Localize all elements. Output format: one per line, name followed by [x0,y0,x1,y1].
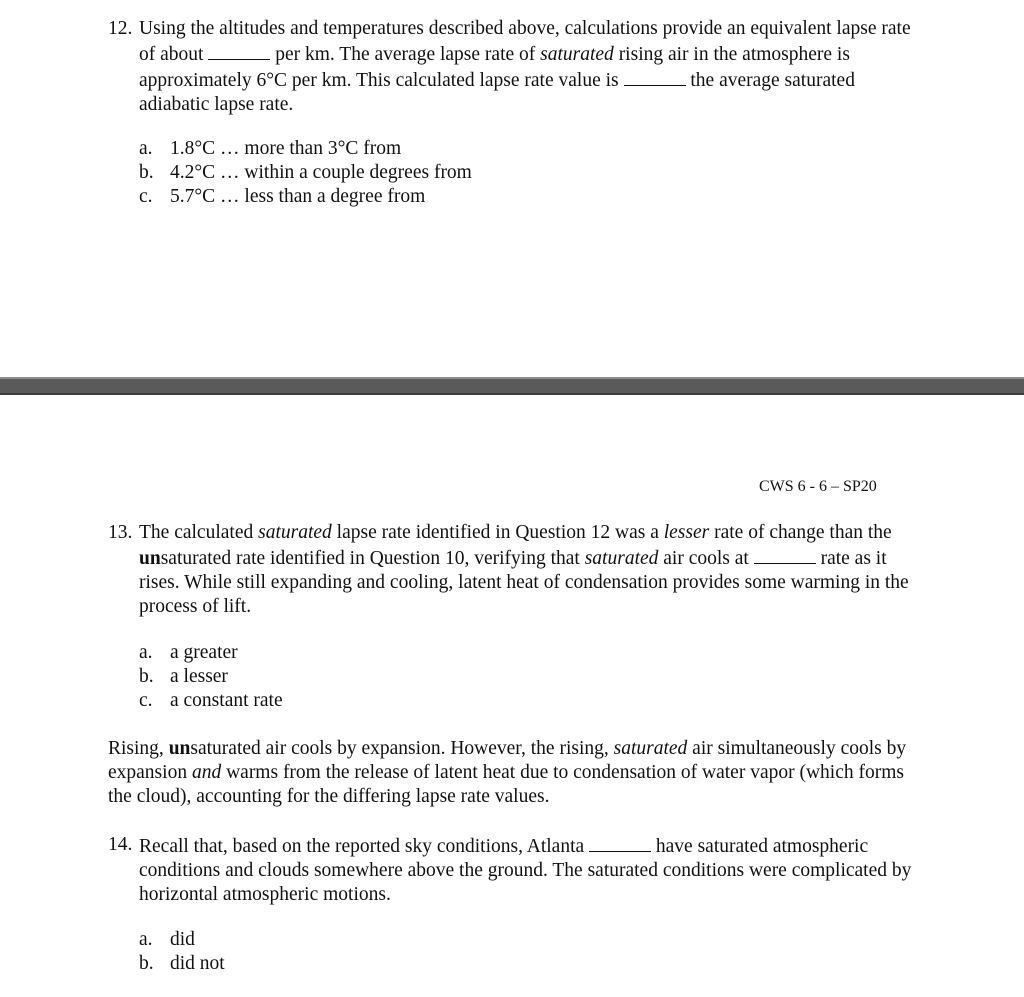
question-text [139,833,923,907]
answer-blank [208,41,270,60]
text-run: The calculated [139,522,259,543]
page-header: CWS 6 - 6 – SP20 [759,478,877,495]
text-run: rate as it rises. While still expanding and cooling, latent heat of condensation provides some warming in the process of lift. [139,548,909,617]
option-letter: b. [139,666,154,687]
text-run: warms from the release of latent heat due to condensation of water vapor (which forms the cloud), accounting for the differing lapse rate values. [108,762,904,807]
option-a [139,641,283,665]
question-14-options [139,928,225,976]
question-text [139,521,923,619]
option-text: a constant rate [170,690,283,711]
emphasis-text: saturated [540,44,614,65]
text-run: the average saturated adiabatic lapse rate. [139,70,855,115]
text-run: Rising, [108,738,169,759]
option-b [139,665,283,689]
answer-blank [589,833,651,852]
text-run: Recall that, based on the reported sky conditions, Atlanta [139,836,590,857]
option-b [139,952,225,976]
option-text: 4.2°C … within a couple degrees from [170,162,472,183]
option-letter: b. [139,162,154,183]
emphasis-text: saturated [613,738,688,759]
emphasis-text: and [191,762,222,783]
option-letter: a. [139,138,153,159]
option-text: a greater [170,642,238,663]
question-14 [108,833,923,907]
question-12 [108,17,923,117]
text-run: lapse rate identified in Question 12 was a [331,522,664,543]
option-letter: a. [139,642,153,663]
emphasis-text: saturated [584,548,659,569]
option-c [139,689,283,713]
text-run: per km. The average lapse rate of [270,44,541,65]
bold-text: un [139,548,161,569]
text-run: air cools at [658,548,754,569]
question-13 [108,521,923,619]
option-c [139,185,472,209]
document-page-top [0,0,1024,377]
page-divider [0,377,1024,395]
option-letter: c. [139,690,153,711]
text-run: rate of change than the [709,522,892,543]
emphasis-text: lesser [663,522,710,543]
option-letter: c. [139,186,153,207]
text-run: saturated air cools by expansion. However, the rising, [190,738,614,759]
question-text [139,17,923,117]
question-number: 12. [108,18,133,39]
option-text: 1.8°C … more than 3°C from [170,138,402,159]
text-run: have saturated atmospheric conditions and clouds somewhere above the ground. The saturated conditions were complicated by horizontal atmospheric motions. [139,836,912,905]
bold-text: un [168,738,191,759]
emphasis-text: saturated [258,522,332,543]
answer-blank [754,545,816,564]
option-text: did [170,929,195,950]
question-12-options [139,137,472,209]
question-number: 14. [108,834,133,855]
option-b [139,161,472,185]
text-run: air simultaneously cools by expansion [108,738,907,783]
question-number: 13. [108,522,133,543]
option-letter: b. [139,953,154,974]
text-run: rising air in the atmosphere is approximately 6°C per km. This calculated lapse rate value is [139,44,850,91]
option-a [139,928,225,952]
text-run: saturated rate identified in Question 10, verifying that [160,548,585,569]
option-letter: a. [139,929,153,950]
option-a [139,137,472,161]
answer-blank [624,67,686,86]
explanation-paragraph [108,737,928,809]
text-run: Using the altitudes and temperatures described above, calculations provide an equivalent lapse rate of about [139,18,911,65]
option-text: did not [170,953,225,974]
option-text: a lesser [170,666,228,687]
question-13-options [139,641,283,713]
option-text: 5.7°C … less than a degree from [170,186,426,207]
